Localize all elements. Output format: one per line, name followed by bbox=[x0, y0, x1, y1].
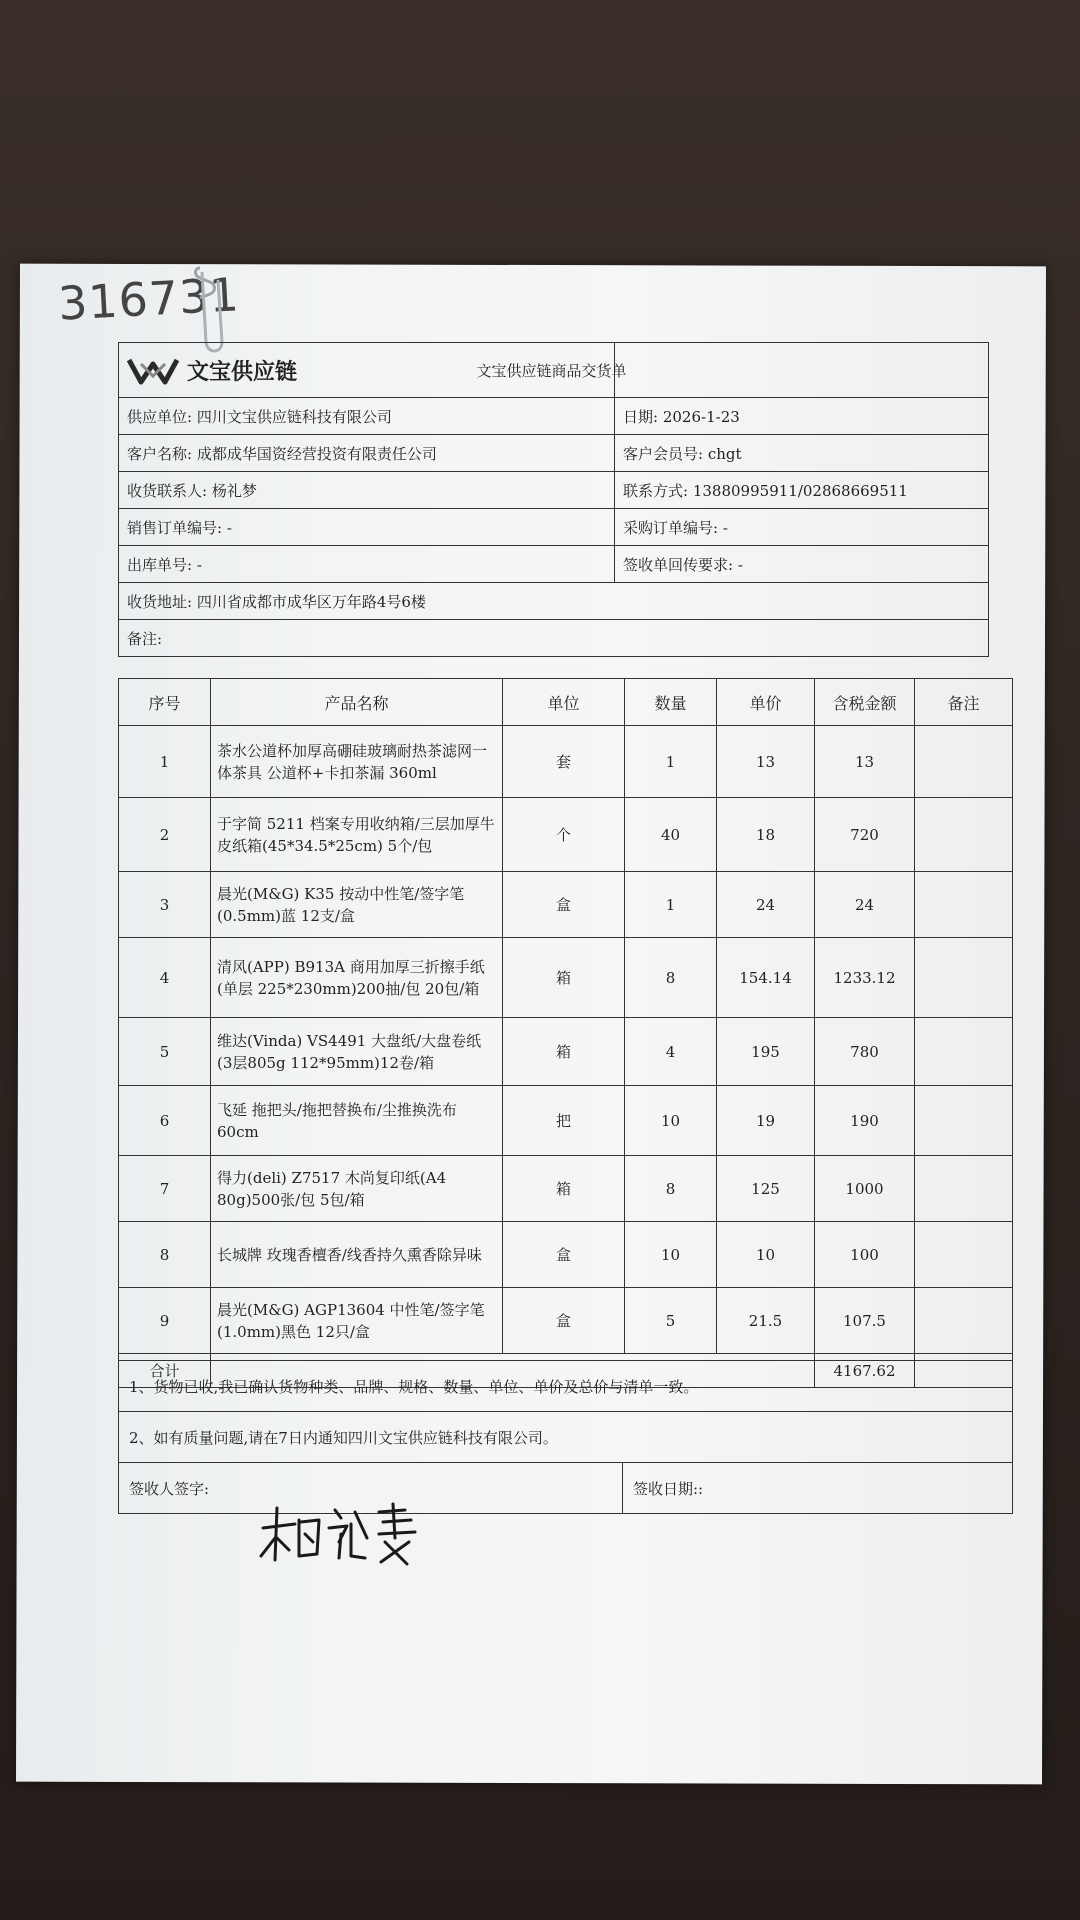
table-row: 2 于字简 5211 档案专用收纳箱/三层加厚牛皮纸箱(45*34.5*25cm) 5个/包 个 40 18 720 bbox=[119, 798, 1013, 872]
header-form bbox=[118, 342, 989, 657]
address-value: 四川省成都市成华区万年路4号6楼 bbox=[196, 592, 426, 611]
table-row: 6 飞延 拖把头/拖把替换布/尘推换洗布60cm 把 10 19 190 bbox=[119, 1086, 1013, 1156]
receiver-value: 杨礼梦 bbox=[211, 481, 257, 500]
col-header-price: 单价 bbox=[717, 679, 815, 726]
total-value: 4167.62 bbox=[815, 1354, 915, 1388]
logo-text: 文宝供应链 bbox=[187, 359, 298, 385]
table-row: 3 晨光(M&G) K35 按动中性笔/签字笔(0.5mm)蓝 12支/盒 盒 1 24 24 bbox=[119, 872, 1013, 938]
col-header-no: 序号 bbox=[119, 679, 211, 726]
col-header-qty: 数量 bbox=[625, 679, 717, 726]
table-row: 8 长城牌 玫瑰香檀香/线香持久熏香除异味 盒 10 10 100 bbox=[119, 1222, 1013, 1288]
remarks-field: 备注: bbox=[119, 620, 989, 657]
sales-order-value: - bbox=[226, 518, 232, 537]
footer-section bbox=[118, 1360, 1013, 1514]
table-row: 7 得力(deli) Z7517 木尚复印纸(A4 80g)500张/包 5包/箱 箱 8 125 1000 bbox=[119, 1156, 1013, 1222]
outbound-value: - bbox=[196, 555, 202, 574]
sales-order-field: 销售订单编号: - bbox=[119, 509, 615, 546]
receiver-field: 收货联系人: 杨礼梦 bbox=[119, 472, 615, 509]
supplier-value: 四川文宝供应链科技有限公司 bbox=[196, 407, 392, 426]
logo-mark-icon bbox=[127, 354, 179, 386]
customer-value: 成都成华国资经营投资有限责任公司 bbox=[196, 444, 437, 463]
quality-note: 2、如有质量问题,请在7日内通知四川文宝供应链科技有限公司。 bbox=[119, 1412, 1013, 1463]
outbound-field: 出库单号: - bbox=[119, 546, 615, 583]
confirmation-note: 1、货物已收,我已确认货物种类、品牌、规格、数量、单位、单价及总价与清单一致。 bbox=[119, 1361, 1013, 1412]
contact-value: 13880995911/02868669511 bbox=[692, 481, 908, 500]
items-table bbox=[118, 678, 1013, 1388]
handwritten-signature bbox=[255, 1498, 435, 1568]
table-row: 9 晨光(M&G) AGP13604 中性笔/签字笔(1.0mm)黑色 12只/盒 盒 5 21.5 107.5 bbox=[119, 1288, 1013, 1354]
signer-field: 签收人签字: bbox=[119, 1463, 623, 1514]
date-field: 日期: 2026-1-23 bbox=[615, 398, 989, 435]
col-header-note: 备注 bbox=[915, 679, 1013, 726]
handwritten-number: 316731 bbox=[56, 267, 241, 331]
sign-return-field: 签收单回传要求: - bbox=[615, 546, 989, 583]
total-label: 合计 bbox=[119, 1354, 211, 1388]
document-title: 文宝供应链商品交货单 bbox=[365, 343, 739, 398]
sign-return-value: - bbox=[737, 555, 743, 574]
table-row: 4 清风(APP) B913A 商用加厚三折擦手纸(单层 225*230mm)200抽/包 20包/箱 箱 8 154.14 1233.12 bbox=[119, 938, 1013, 1018]
member-value: chgt bbox=[707, 444, 742, 463]
customer-field: 客户名称: 成都成华国资经营投资有限责任公司 bbox=[119, 435, 615, 472]
address-field: 收货地址: 四川省成都市成华区万年路4号6楼 bbox=[119, 583, 989, 620]
supplier-field: 供应单位: 四川文宝供应链科技有限公司 bbox=[119, 398, 615, 435]
date-value: 2026-1-23 bbox=[662, 407, 740, 426]
member-field: 客户会员号: chgt bbox=[615, 435, 989, 472]
purchase-order-value: - bbox=[722, 518, 728, 537]
col-header-amount: 含税金额 bbox=[815, 679, 915, 726]
contact-field: 联系方式: 13880995911/02868669511 bbox=[615, 472, 989, 509]
col-header-name: 产品名称 bbox=[211, 679, 503, 726]
table-row: 5 维达(Vinda) VS4491 大盘纸/大盘卷纸(3层805g 112*95mm)12卷/箱 箱 4 195 780 bbox=[119, 1018, 1013, 1086]
sign-date-field: 签收日期:: bbox=[623, 1463, 1013, 1514]
table-header-row bbox=[119, 679, 1013, 726]
col-header-unit: 单位 bbox=[503, 679, 625, 726]
purchase-order-field: 采购订单编号: - bbox=[615, 509, 989, 546]
table-row: 1 茶水公道杯加厚高硼硅玻璃耐热茶滤网一体茶具 公道杯+卡扣茶漏 360ml 套 1 13 13 bbox=[119, 726, 1013, 798]
